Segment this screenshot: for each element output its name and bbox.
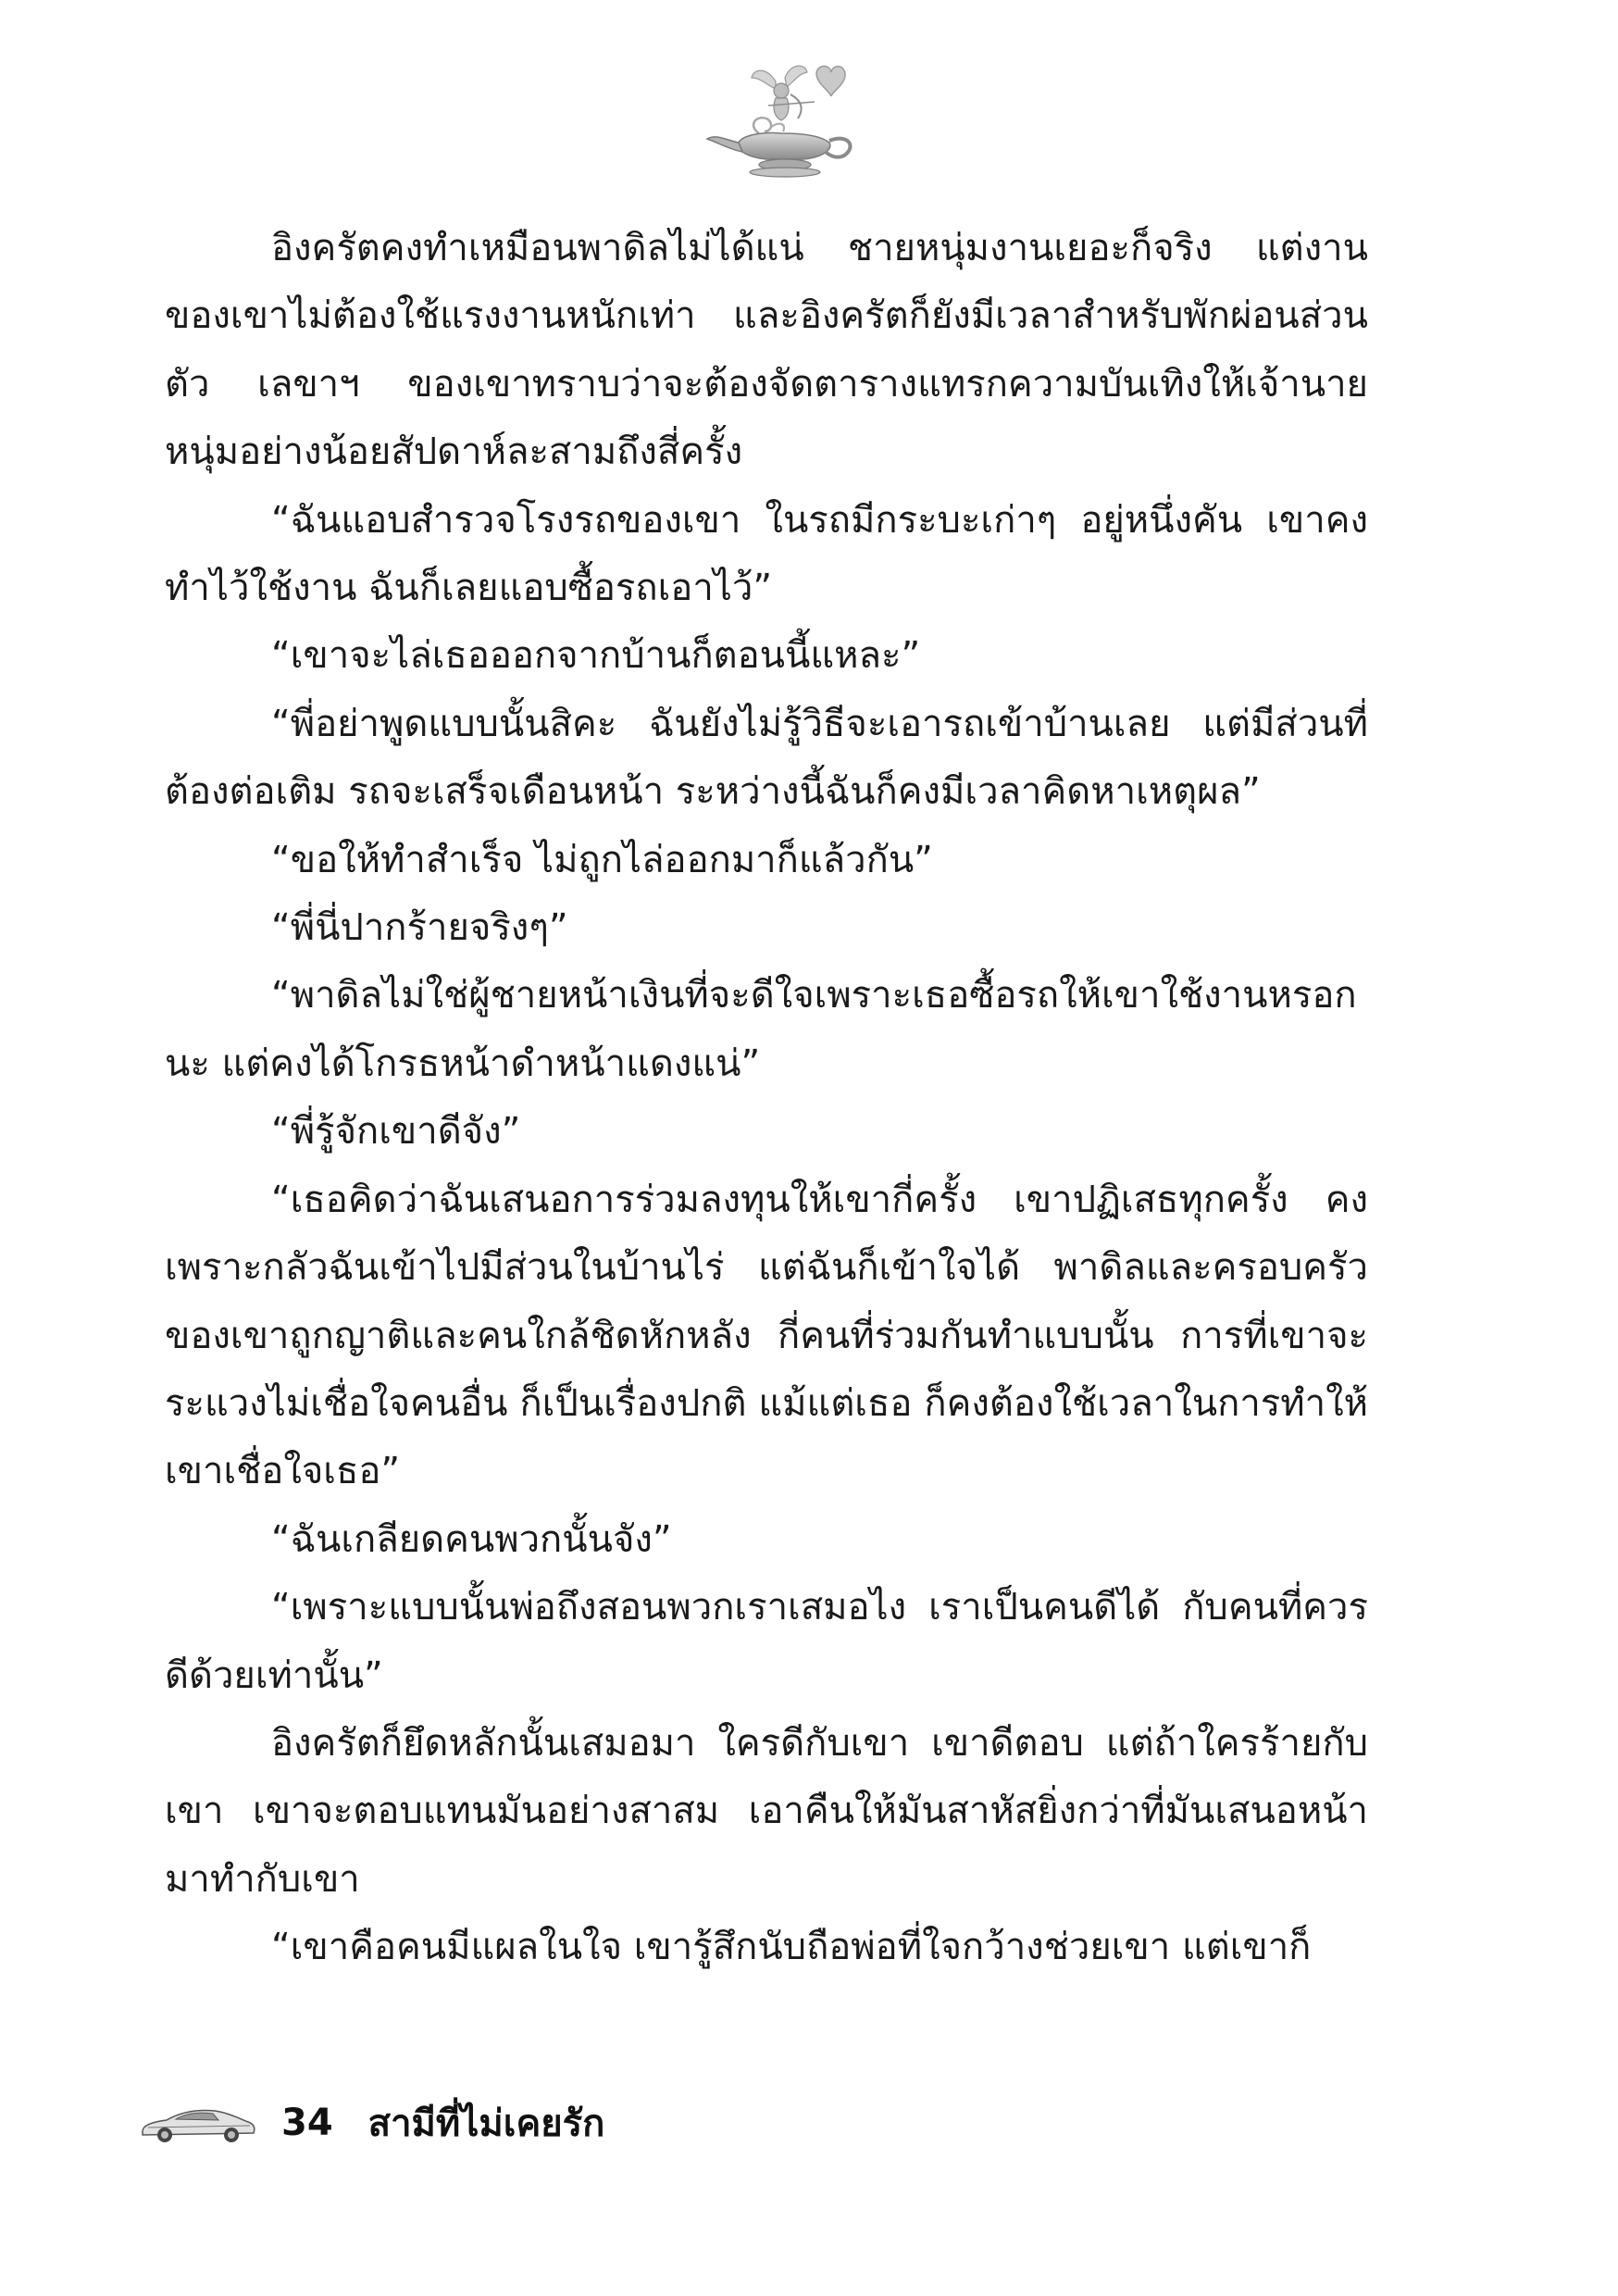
book-title: สามีที่ไม่เคยรัก bbox=[367, 2103, 605, 2145]
paragraph-10: “ฉันเกลียดคนพวกนั้นจัง” bbox=[271, 1517, 672, 1561]
paragraph-11: “เพราะแบบนั้นพ่อถึงสอนพวกเราเสมอไง เราเป็นคนดีได้ กับคนที่ควรดีด้วยเท่านั้น” bbox=[165, 1586, 1368, 1697]
page-number: 34 bbox=[281, 2102, 333, 2144]
paragraph-6: “พี่นี่ปากร้ายจริงๆ” bbox=[271, 906, 568, 950]
body-text bbox=[165, 215, 1368, 1982]
paragraph-3: “เขาจะไล่เธอออกจากบ้านก็ตอนนี้แหละ” bbox=[271, 634, 921, 678]
paragraph-12: อิงครัตก็ยึดหลักนั้นเสมอมา ใครดีกับเขา เขาดีตอบ แต่ถ้าใครร้ายกับเขา เขาจะตอบแทนมันอย่างสาสม เอาคืนให้มันสาหัสยิ่งกว่าที่มันเสนอหน้ามาทำกับเขา bbox=[165, 1721, 1368, 1901]
paragraph-13: “เขาคือคนมีแผลในใจ เขารู้สึกนับถือพ่อที่ใจกว้างช่วยเขา แต่เขาก็ bbox=[271, 1926, 1312, 1969]
paragraph-1: อิงครัตคงทำเหมือนพาดิลไม่ได้แน่ ชายหนุ่มงานเยอะก็จริง แต่งานของเขาไม่ต้องใช้แรงงานหนักเท่า และอิงครัตก็ยังมีเวลาสำหรับพักผ่อนส่วนตัว เลขาฯ ของเขาทราบว่าจะต้องจัดตารางแทรกความบันเทิงให้เจ้านายหนุ่มอย่างน้อยสัปดาห์ละสามถึงสี่ครั้ง bbox=[165, 227, 1368, 474]
paragraph-9: “เธอคิดว่าฉันเสนอการร่วมลงทุนให้เขากี่ครั้ง เขาปฏิเสธทุกครั้ง คงเพราะกลัวฉันเข้าไปมีส่วนในบ้านไร่ แต่ฉันก็เข้าใจได้ พาดิลและครอบครัวของเขาถูกญาติและคนใกล้ชิดหักหลัง กี่คนที่ร่วมกันทำแบบนั้น การที่เขาจะระแวงไม่เชื่อใจคนอื่น ก็เป็นเรื่องปกติ แม้แต่เธอ ก็คงต้องใช้เวลาในการทำให้เขาเชื่อใจเธอ” bbox=[165, 1178, 1368, 1493]
paragraph-7: “พาดิลไม่ใช่ผู้ชายหน้าเงินที่จะดีใจเพราะเธอซื้อรถให้เขาใช้งานหรอกนะ แต่คงได้โกรธหน้าดำหน้าแดงแน่” bbox=[165, 974, 1357, 1085]
paragraph-4: “พี่อย่าพูดแบบนั้นสิคะ ฉันยังไม่รู้วิธีจะเอารถเข้าบ้านเลย แต่มีส่วนที่ต้องต่อเติม รถจะเสร็จเดือนหน้า ระหว่างนี้ฉันก็คงมีเวลาคิดหาเหตุผล” bbox=[165, 702, 1368, 814]
paragraph-8: “พี่รู้จักเขาดีจัง” bbox=[271, 1110, 521, 1154]
cupid-lamp-ornament-icon bbox=[694, 54, 870, 183]
page-footer bbox=[139, 2090, 604, 2155]
paragraph-2: “ฉันแอบสำรวจโรงรถของเขา ในรถมีกระบะเก่าๆ อยู่หนึ่งคัน เขาคงทำไว้ใช้งาน ฉันก็เลยแอบซื้อรถเอาไว้” bbox=[165, 498, 1368, 610]
paragraph-5: “ขอให้ทำสำเร็จ ไม่ถูกไล่ออกมาก็แล้วกัน” bbox=[271, 838, 933, 881]
car-icon bbox=[139, 2102, 257, 2144]
